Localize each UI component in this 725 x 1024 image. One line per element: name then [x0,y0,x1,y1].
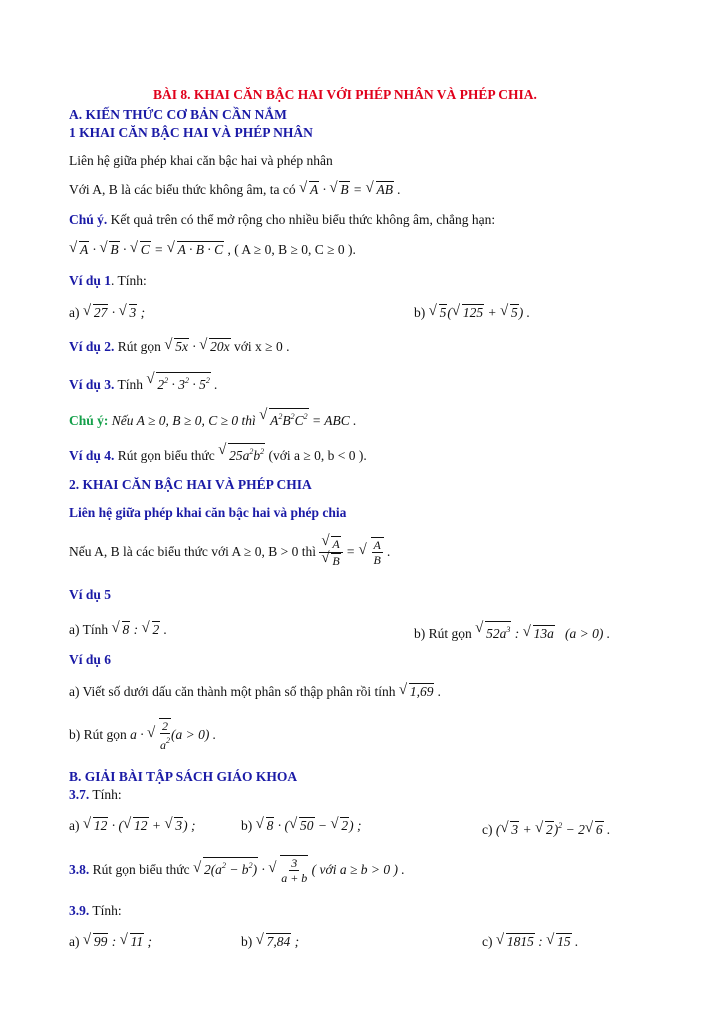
exercise-3-8-label: 3.8. [69,862,90,877]
note-2-text: Nếu A ≥ 0, B ≥ 0, C ≥ 0 thì [111,413,256,428]
example-4 [69,443,367,465]
exercise-3-8 [69,848,405,892]
formula-sqrt-quotient: √ A √ B = √ $\frac{A}{B}$ . [319,544,390,559]
note-1-label: Chú ý. [69,212,108,227]
example-5b-label: b) Rút gọn [414,626,472,641]
example-1-label: Ví dụ 1 [69,273,112,288]
section-1-heading: 1 KHAI CĂN BẬC HAI VÀ PHÉP NHÂN [69,125,313,140]
note-1-text: Kết quả trên có thể mở rộng cho nhiều biểu thức không âm, chẳng hạn: [110,212,496,227]
example-5b-condition: (a > 0) . [565,626,611,641]
example-3-formula: √ $2^2 \cdot 3^2 \cdot 5^2$ . [146,377,217,392]
example-5-label: Ví dụ 5 [69,587,112,602]
page-title: BÀI 8. KHAI CĂN BẬC HAI VỚI PHÉP NHÂN VÀ PHÉP CHIA. [153,87,537,102]
note-1 [69,211,495,229]
example-2-text: Rút gọn [117,339,161,354]
exercise-3-7c: c) (√ 3 + √ 2)$^2$ − 2√ 6 . [482,817,610,839]
example-3-label: Ví dụ 3. [69,377,115,392]
example-4-condition: (với a ≥ 0, b < 0 ). [268,448,367,463]
exercise-3-8-condition: ( với a ≥ b > 0 ) . [311,862,405,877]
example-2 [69,338,289,356]
example-6a-formula: √ 1,69 . [399,684,441,699]
example-6b [69,713,216,757]
example-2-condition: với x ≥ 0 . [234,339,290,354]
example-5a-formula: √ 8 : √ 2 . [112,622,168,637]
paragraph-relation-mult: Liên hệ giữa phép khai căn bậc hai và phép nhân [69,153,333,168]
exercise-3-9b: b) √ 7,84 ; [241,933,299,951]
exercise-3-8-formula: √ $2(a^2 - b^2)$ · √ $\frac{3}{a + b}$ [193,862,312,877]
example-5a-label: a) Tính [69,622,109,637]
example-3-text: Tính [117,377,144,392]
note-2-label: Chú ý: [69,413,109,428]
example-1-heading [69,272,147,290]
exercise-3-9-label: 3.9. [69,903,90,918]
exercise-3-7-items [69,817,669,835]
example-5-items [69,621,669,639]
example-1b [414,304,530,322]
example-4-formula: √ $25a^2b^2$ [218,448,265,463]
paragraph-rule-div [69,530,391,574]
exercise-3-9-items [69,933,669,951]
example-6a [69,683,441,701]
exercise-3-7-label: 3.7. [69,787,90,802]
example-1-items [69,304,669,322]
exercise-3-7-text: Tính: [92,787,122,802]
exercise-3-9a: a) √ 99 : √ 11 ; [69,934,152,949]
example-1b-formula: √ 5(√ 125 + √ 5) . [429,305,530,320]
section-b-heading: B. GIẢI BÀI TẬP SÁCH GIÁO KHOA [69,769,298,784]
example-1a-label: a) [69,305,80,320]
exercise-3-7b: b) √ 8 · (√ 50 − √ 2) ; [241,817,362,835]
section-2-subheading: Liên hệ giữa phép khai căn bậc hai và phép chia [69,505,347,520]
example-3 [69,372,218,394]
exercise-3-9c: c) √ 1815 : √ 15 . [482,933,578,951]
example-6b-text: b) Rút gọn [69,727,127,742]
formula-sqrtA-sqrtB: √ A · √ B = √ AB . [299,182,401,197]
example-4-text: Rút gọn biểu thức [117,448,215,463]
example-2-formula: √ 5x · √ 20x [164,339,230,354]
example-6-label: Ví dụ 6 [69,652,112,667]
example-1a-formula: √ 27 · √ 3 ; [83,305,145,320]
formula-abc-condition: , ( A ≥ 0, B ≥ 0, C ≥ 0 ). [227,242,356,257]
rule-mult-text: Với A, B là các biểu thức không âm, ta có [69,182,296,197]
note-2 [69,408,357,430]
exercise-3-7a: a) √ 12 · (√ 12 + √ 3) ; [69,818,196,833]
section-2-heading: 2. KHAI CĂN BẬC HAI VÀ PHÉP CHIA [69,477,312,492]
paragraph-rule-mult [69,181,401,199]
example-4-label: Ví dụ 4. [69,448,115,463]
example-1b-label: b) [414,305,426,320]
section-a-heading: A. KIẾN THỨC CƠ BẢN CẦN NẮM [69,107,287,122]
example-6b-formula: a · √ $\frac{2}{a^2}$ (a > 0) . [130,727,216,742]
rule-div-text: Nếu A, B là các biểu thức với A ≥ 0, B > 0 thì [69,544,316,559]
formula-sqrt-ABC: √ A · √ B · √ C = √ A · B · C , ( A ≥ 0, B ≥ 0, C ≥ 0 ). [69,241,356,259]
note-2-result: = ABC . [312,413,357,428]
example-5b-formula: √ $52a^3$ : √ 13a [475,626,555,641]
note-2-formula: √ $A^2B^2C^2$ [259,413,309,428]
example-2-label: Ví dụ 2. [69,339,115,354]
exercise-3-9-text: Tính: [92,903,122,918]
exercise-3-7-heading [69,786,122,804]
exercise-3-9-heading [69,902,122,920]
example-1-text: . Tính: [111,273,147,288]
example-5b [414,621,610,643]
exercise-3-8-text: Rút gọn biểu thức [92,862,190,877]
example-6a-text: a) Viết số dưới dấu căn thành một phân số thập phân rồi tính [69,684,396,699]
